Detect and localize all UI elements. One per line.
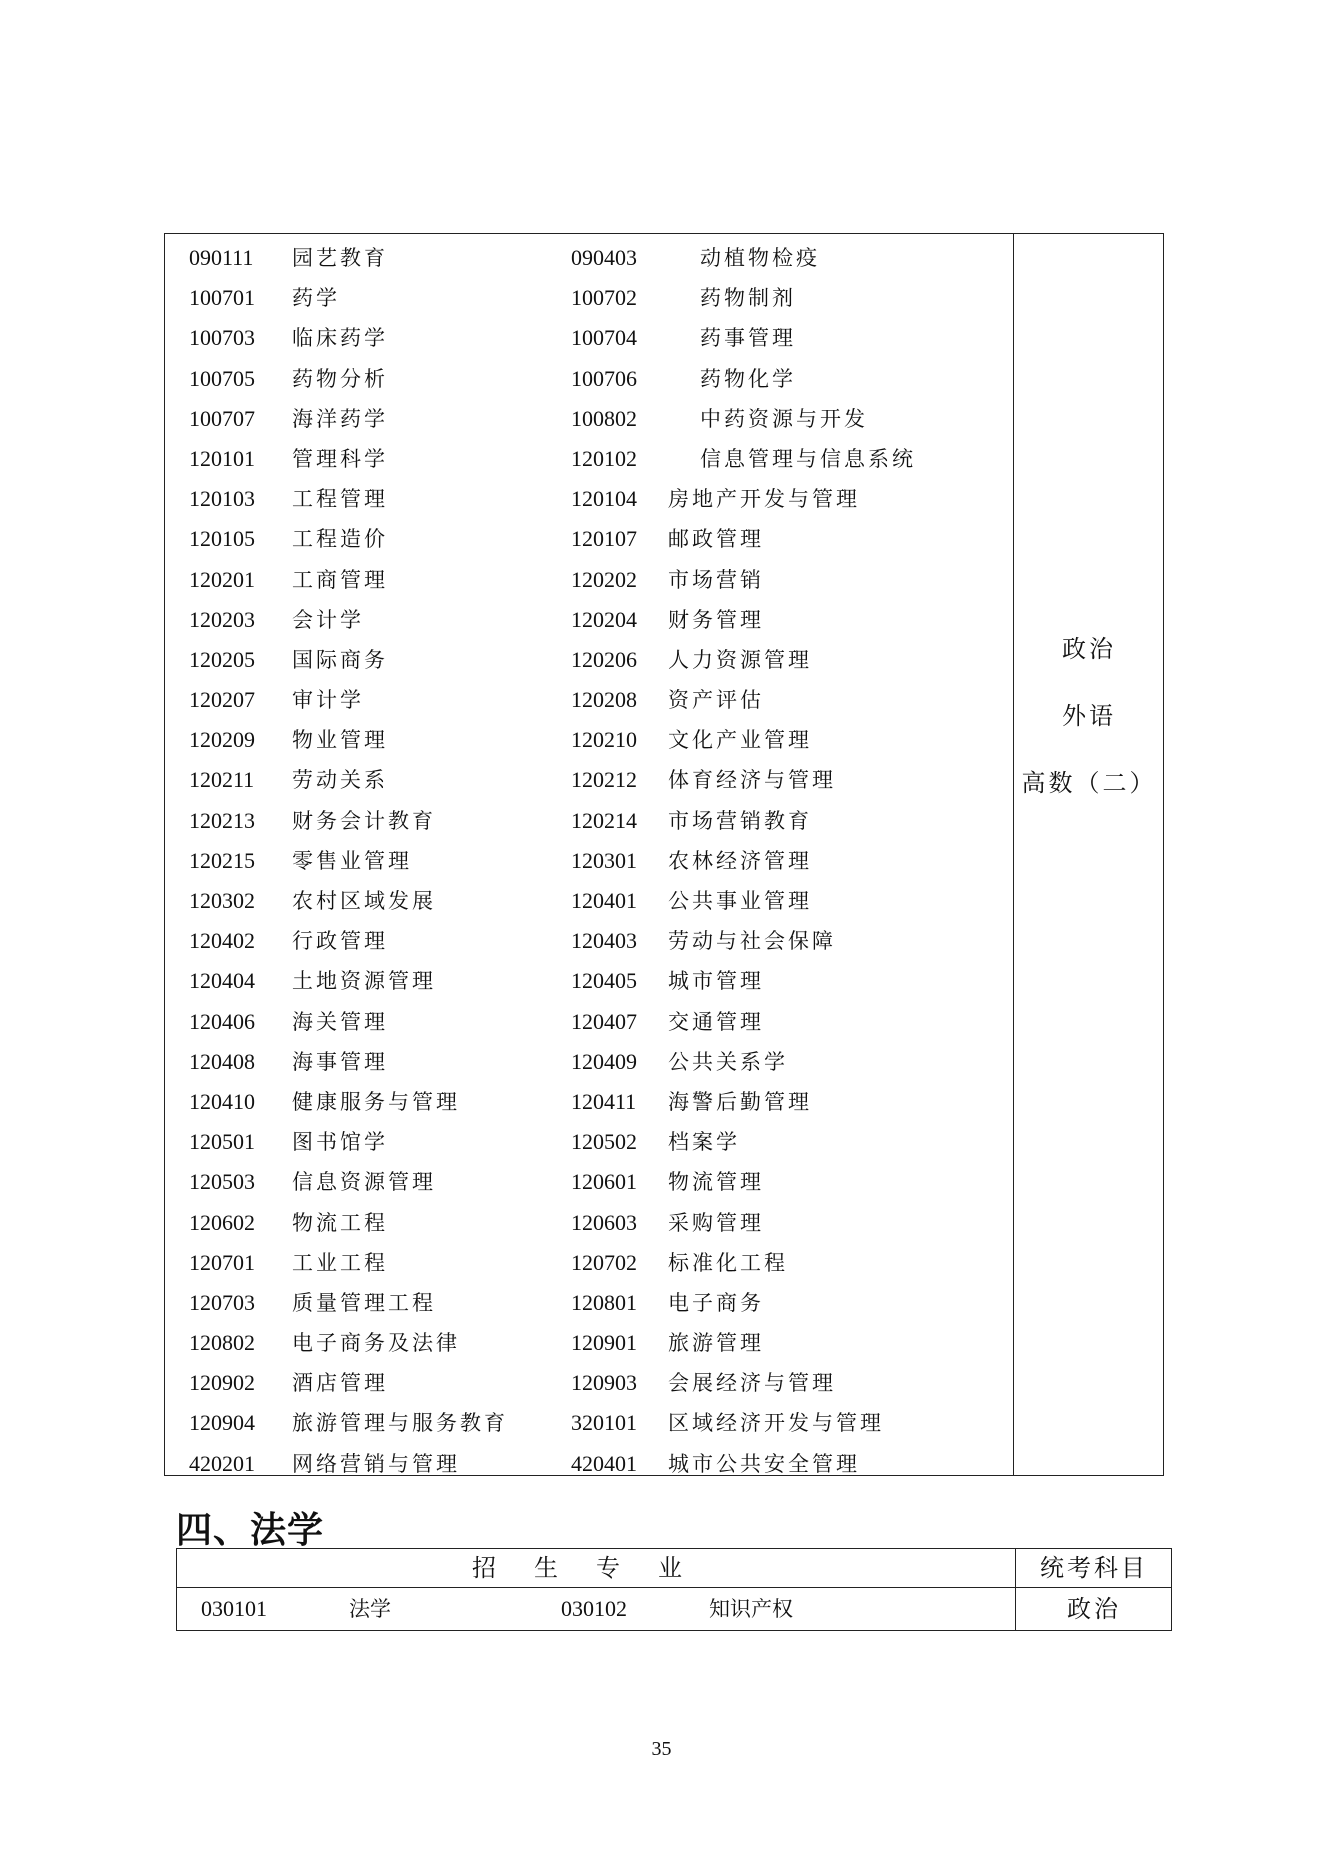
major-code: 120502 <box>571 1129 637 1155</box>
table-row <box>165 801 1013 841</box>
major-name: 信息管理与信息系统 <box>700 446 916 471</box>
major-name: 市场营销教育 <box>668 808 812 833</box>
major-name: 海洋药学 <box>292 406 388 431</box>
table-row <box>165 640 1013 680</box>
table-row <box>165 359 1013 399</box>
major-code: 120213 <box>189 807 255 833</box>
major-name: 文化产业管理 <box>668 728 812 753</box>
table-row <box>165 399 1013 439</box>
major-name: 健康服务与管理 <box>292 1089 460 1114</box>
major-code: 120602 <box>189 1209 255 1235</box>
major-code: 120211 <box>189 767 255 793</box>
major-code: 120701 <box>189 1249 255 1275</box>
major-code: 120105 <box>189 526 255 552</box>
table-row <box>165 760 1013 800</box>
table-row <box>165 1283 1013 1323</box>
major-code: 120703 <box>189 1289 255 1315</box>
major-code: 120403 <box>571 928 637 954</box>
major-code: 120405 <box>571 968 637 994</box>
major-code: 100703 <box>189 325 255 351</box>
law-subject: 政治 <box>1067 1595 1121 1623</box>
table-row <box>165 238 1013 278</box>
major-code: 120903 <box>571 1370 637 1396</box>
major-name: 药事管理 <box>700 326 796 351</box>
major-code: 120902 <box>189 1370 255 1396</box>
major-name: 药物制剂 <box>700 286 796 311</box>
header-subjects: 统考科目 <box>1040 1554 1148 1582</box>
table-row <box>165 1403 1013 1443</box>
major-name: 管理科学 <box>292 446 388 471</box>
table-row <box>165 1162 1013 1202</box>
major-code: 120214 <box>571 807 637 833</box>
major-code: 090403 <box>571 245 637 270</box>
table-row <box>165 921 1013 961</box>
table-row <box>165 1082 1013 1122</box>
major-name: 海警后勤管理 <box>668 1089 812 1114</box>
major-code: 120204 <box>571 606 637 632</box>
major-name: 物流管理 <box>668 1170 764 1195</box>
table-row <box>165 881 1013 921</box>
major-name: 药物分析 <box>292 366 388 391</box>
major-name: 体育经济与管理 <box>668 768 836 793</box>
subject-math-two: 高数（二） <box>1021 769 1157 797</box>
major-name: 市场营销 <box>668 567 764 592</box>
major-code: 420401 <box>571 1450 637 1476</box>
major-name: 动植物检疫 <box>700 246 820 270</box>
major-name: 公共关系学 <box>668 1049 788 1074</box>
major-code: 120901 <box>571 1330 637 1356</box>
subject-politics: 政治 <box>1062 635 1116 663</box>
page-number: 35 <box>651 1738 672 1760</box>
major-name: 标准化工程 <box>668 1250 788 1275</box>
major-name: 海事管理 <box>292 1049 388 1074</box>
major-name: 园艺教育 <box>292 246 388 270</box>
major-code: 120401 <box>571 888 637 913</box>
table-row <box>165 1444 1013 1484</box>
major-name: 会展经济与管理 <box>668 1371 836 1396</box>
major-name: 劳动关系 <box>292 768 388 793</box>
majors-table <box>164 233 1164 1476</box>
major-code: 120802 <box>189 1330 255 1356</box>
major-code: 120407 <box>571 1008 637 1034</box>
major-name: 信息资源管理 <box>292 1170 436 1195</box>
major-code: 120409 <box>571 1048 637 1074</box>
table-row <box>165 961 1013 1001</box>
major-name: 档案学 <box>668 1130 740 1155</box>
major-name: 资产评估 <box>668 688 764 713</box>
major-name: 工程造价 <box>292 527 388 552</box>
major-code: 120410 <box>189 1088 255 1114</box>
major-name: 临床药学 <box>292 326 388 351</box>
major-code: 120202 <box>571 566 637 592</box>
major-code: 120404 <box>189 968 255 994</box>
major-name: 国际商务 <box>292 647 388 672</box>
major-code: 100701 <box>189 285 255 311</box>
major-code: 100702 <box>571 285 637 311</box>
subject-column <box>1013 234 1014 1475</box>
major-code: 120402 <box>189 928 255 954</box>
major-name: 人力资源管理 <box>668 647 812 672</box>
table-row <box>165 720 1013 760</box>
major-name: 邮政管理 <box>668 527 764 552</box>
table-row <box>165 1042 1013 1082</box>
major-name: 药物化学 <box>700 366 796 391</box>
major-code: 120101 <box>189 445 255 471</box>
table-row <box>165 600 1013 640</box>
major-name: 旅游管理 <box>668 1331 764 1356</box>
major-name: 区域经济开发与管理 <box>668 1411 884 1436</box>
major-name: 农林经济管理 <box>668 848 812 873</box>
major-code: 320101 <box>571 1410 637 1436</box>
table-row <box>165 680 1013 720</box>
major-code: 100706 <box>571 365 637 391</box>
major-name: 城市管理 <box>668 969 764 994</box>
table-row <box>165 1122 1013 1162</box>
major-name: 财务会计教育 <box>292 808 436 833</box>
table-row <box>165 318 1013 358</box>
major-name: 劳动与社会保障 <box>668 929 836 954</box>
major-code: 120208 <box>571 687 637 713</box>
major-name: 工业工程 <box>292 1250 388 1275</box>
major-code: 420201 <box>189 1450 255 1476</box>
table-row <box>165 1203 1013 1243</box>
table-row <box>165 278 1013 318</box>
major-code: 120201 <box>189 566 255 592</box>
major-name: 行政管理 <box>292 929 388 954</box>
table-row <box>165 519 1013 559</box>
major-code: 120301 <box>571 847 637 873</box>
header-divider <box>177 1587 1171 1588</box>
major-code: 120411 <box>571 1088 637 1114</box>
major-code: 120904 <box>189 1410 255 1436</box>
major-code: 120206 <box>571 646 637 672</box>
major-code: 120212 <box>571 767 637 793</box>
major-name: 电子商务 <box>668 1290 764 1315</box>
major-name: 海关管理 <box>292 1009 388 1034</box>
major-code: 120408 <box>189 1048 255 1074</box>
major-code: 120302 <box>189 888 255 913</box>
major-code: 120210 <box>571 727 637 753</box>
major-code: 120702 <box>571 1249 637 1275</box>
major-name: 物流工程 <box>292 1210 388 1235</box>
major-name: 质量管理工程 <box>292 1290 436 1315</box>
major-code: 100704 <box>571 325 637 351</box>
major-name: 审计学 <box>292 688 364 713</box>
law-table <box>176 1548 1172 1631</box>
major-name: 公共事业管理 <box>668 889 812 913</box>
major-code: 090111 <box>189 245 254 270</box>
major-code: 100802 <box>571 405 637 431</box>
major-name: 零售业管理 <box>292 848 412 873</box>
major-name: 中药资源与开发 <box>700 406 868 431</box>
major-code: 120203 <box>189 606 255 632</box>
major-name: 采购管理 <box>668 1210 764 1235</box>
header-majors: 招生专业 <box>472 1554 720 1582</box>
major-code: 100705 <box>189 365 255 391</box>
major-code: 100707 <box>189 405 255 431</box>
major-code: 120207 <box>189 687 255 713</box>
major-name: 旅游管理与服务教育 <box>292 1411 508 1436</box>
major-code: 120107 <box>571 526 637 552</box>
majors-rows <box>165 238 1013 1484</box>
major-code: 120104 <box>571 486 637 512</box>
major-name: 工商管理 <box>292 567 388 592</box>
law-name-1: 法学 <box>349 1597 391 1621</box>
major-code: 120601 <box>571 1169 637 1195</box>
table-row <box>165 841 1013 881</box>
major-name: 土地资源管理 <box>292 969 436 994</box>
major-name: 财务管理 <box>668 607 764 632</box>
table-row <box>165 560 1013 600</box>
major-name: 交通管理 <box>668 1009 764 1034</box>
major-code: 120209 <box>189 727 255 753</box>
table-row <box>165 1323 1013 1363</box>
major-code: 120603 <box>571 1209 637 1235</box>
major-code: 120205 <box>189 646 255 672</box>
major-name: 物业管理 <box>292 728 388 753</box>
major-code: 120103 <box>189 486 255 512</box>
major-code: 120102 <box>571 445 637 471</box>
subject-foreign-language: 外语 <box>1062 702 1116 730</box>
table-row <box>165 479 1013 519</box>
major-name: 会计学 <box>292 607 364 632</box>
major-name: 工程管理 <box>292 487 388 512</box>
major-code: 120501 <box>189 1129 255 1155</box>
section-title-law: 四、法学 <box>176 1510 325 1551</box>
major-code: 120406 <box>189 1008 255 1034</box>
major-code: 120801 <box>571 1289 637 1315</box>
major-name: 城市公共安全管理 <box>668 1451 860 1476</box>
major-name: 农村区域发展 <box>292 889 436 913</box>
major-name: 网络营销与管理 <box>292 1451 460 1476</box>
major-name: 酒店管理 <box>292 1371 388 1396</box>
table-row <box>165 1002 1013 1042</box>
major-name: 电子商务及法律 <box>292 1331 460 1356</box>
law-code-1: 030101 <box>201 1596 267 1621</box>
law-code-2: 030102 <box>561 1596 627 1621</box>
major-code: 120503 <box>189 1169 255 1195</box>
law-name-2: 知识产权 <box>709 1597 793 1621</box>
major-name: 图书馆学 <box>292 1130 388 1155</box>
table-row <box>165 1363 1013 1403</box>
major-name: 房地产开发与管理 <box>668 487 860 512</box>
major-name: 药学 <box>292 286 340 311</box>
major-code: 120215 <box>189 847 255 873</box>
table-row <box>165 1243 1013 1283</box>
table-row <box>165 439 1013 479</box>
